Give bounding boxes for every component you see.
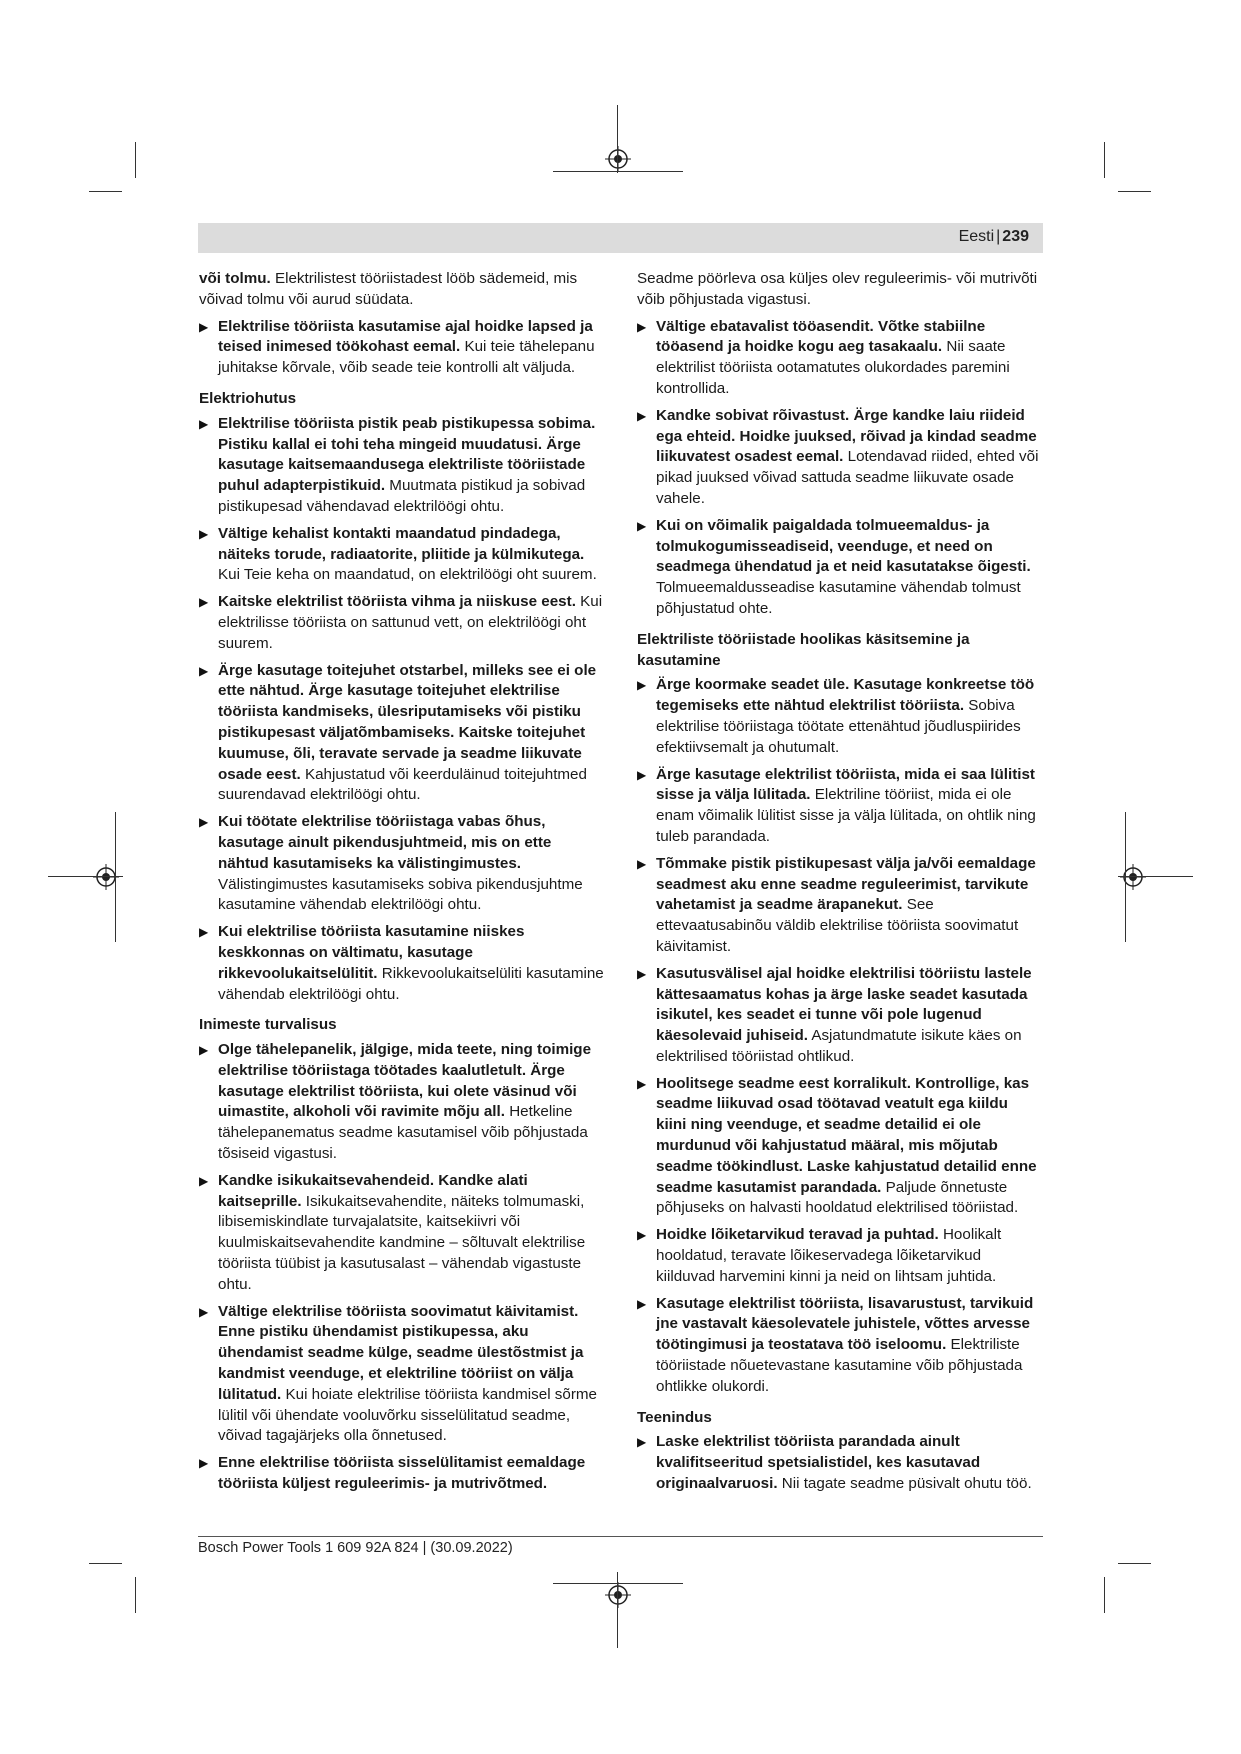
paragraph — [637, 269, 1042, 311]
crop-mark — [1125, 812, 1126, 942]
instruction-text: Rikkevoolukaitselüliti kasutamine vähendab elektrilöögi ohtu. — [218, 964, 604, 1003]
instruction-text: Nii saate elektrilist tööriista ootamatutes olukordades paremini kontrollida. — [656, 338, 1010, 397]
instruction-bold-text: Kui on võimalik paigaldada tolmueemaldus- ja tolmukogumisseadiseid, veenduge, et need on seadmega ühendatud ja et neid kasutatakse õigesti. — [656, 516, 1031, 576]
safety-instruction — [637, 765, 1042, 848]
bullet-arrow-icon: ▶ — [199, 1304, 209, 1319]
safety-instruction — [199, 592, 604, 654]
instruction-bold-text: Laske elektrilist tööriista parandada ainult kvalifitseeritud spetsialistidel, kes kasutavad originaalvaruosi. — [656, 1433, 981, 1493]
bullet-arrow-icon: ▶ — [637, 966, 647, 981]
instruction-text: Sobiva elektrilise tööriistaga töötate ettenähtud jõudluspiirides efektiivsemalt ja ohutumalt. — [656, 697, 1021, 756]
crop-mark — [1104, 1577, 1105, 1613]
bullet-arrow-icon: ▶ — [199, 815, 209, 830]
safety-instruction — [637, 675, 1042, 758]
instruction-text: Paljude õnnetuste põhjuseks on halvasti hooldatud elektrilised tööriistad. — [656, 1178, 1019, 1217]
crop-mark — [1118, 876, 1193, 877]
instruction-text: Kui elektrilisse tööriista on sattunud vett, on elektrilöögi oht suurem. — [218, 593, 603, 652]
instruction-text: Lotendavad riided, ehted või pikad juuksed võivad sattuda seadme liikuvate osade vahele. — [656, 448, 1039, 507]
safety-instruction — [199, 812, 604, 916]
instruction-bold-text: Kasutage elektrilist tööriista, lisavarustust, tarvikuid jne vastavalt käesolevatele juhistele, võttes arvesse töötingimusi ja teostatava töö iseloomu. — [656, 1294, 1034, 1354]
bullet-arrow-icon: ▶ — [199, 595, 209, 610]
page-number: 239 — [1002, 228, 1029, 245]
instruction-text: See ettevaatusabinõu väldib elektrilise tööriista soovimatut käivitamist. — [656, 896, 1019, 955]
crop-mark — [135, 142, 136, 178]
bullet-arrow-icon: ▶ — [637, 1076, 647, 1091]
safety-instruction — [199, 1040, 604, 1165]
instruction-text: Elektrilistest tööriistadest lööb sädemeid, mis võivad tolmu või aurud süüdata. — [199, 270, 578, 308]
crop-mark — [1118, 1563, 1151, 1564]
safety-instruction — [637, 1074, 1042, 1220]
instruction-text: Seadme pöörleva osa küljes olev reguleerimis- või mutrivõti võib põhjustada vigastusi. — [637, 270, 1038, 308]
bullet-arrow-icon: ▶ — [199, 319, 209, 334]
bullet-arrow-icon: ▶ — [637, 767, 647, 782]
safety-instruction — [199, 1453, 604, 1495]
bullet-arrow-icon: ▶ — [199, 1173, 209, 1188]
section-heading: Inimeste turvalisus — [199, 1016, 337, 1034]
instruction-bold-text: Kaitske elektrilist tööriista vihma ja niiskuse eest. — [218, 593, 576, 611]
instruction-bold-text: Kandke sobivat rõivastust. Ärge kandke laiu riideid ega ehteid. Hoidke juuksed, rõivad ja kindad seadme liikuvatest osadest eemal. — [656, 406, 1037, 466]
instruction-bold-text: Tõmmake pistik pistikupesast välja ja/või eemaldage seadmest aku enne seadme reguleerimist, tarvikute vahetamist ja seadme ärapanekut. — [656, 854, 1036, 914]
safety-instruction — [199, 661, 604, 807]
instruction-bold-text: Vältige elektrilise tööriista soovimatut käivitamist. Enne pistiku ühendamist pistikupessa, aku ühendamist seadme külge, seadme ülestõstmist ja kandmist veenduge, et elektriline tööriist on välja lülitatud. — [218, 1302, 584, 1403]
safety-instruction — [637, 317, 1042, 400]
instruction-bold-text: Ärge koormake seadet üle. Kasutage konkreetse töö tegemiseks ette nähtud elektrilist tööriista. — [656, 676, 1035, 715]
bullet-arrow-icon: ▶ — [637, 408, 647, 423]
paragraph — [199, 269, 604, 311]
instruction-text: Elektriliste tööriistade nõuetevastane kasutamine võib põhjustada ohtlikke olukordi. — [656, 1336, 1023, 1395]
crop-mark — [617, 105, 618, 173]
bullet-arrow-icon: ▶ — [637, 518, 647, 533]
instruction-bold-text: Vältige ebatavalist tööasendit. Võtke stabiilne tööasend ja hoidke kogu aeg tasakaalu. — [656, 317, 986, 356]
page-header — [198, 223, 1043, 253]
instruction-bold-text: Hoidke lõiketarvikud teravad ja puhtad. — [656, 1226, 939, 1244]
instruction-bold-text: Ärge kasutage elektrilist tööriista, mida ei saa lülitist sisse ja välja lülitada. — [656, 765, 1035, 804]
safety-instruction — [637, 406, 1042, 510]
section-heading: Elektriohutus — [199, 389, 297, 407]
instruction-text: Elektriline tööriist, mida ei ole enam võimalik lülitist sisse ja välja lülitada, on ohtlik ning tuleb parandada. — [656, 786, 1036, 845]
safety-instruction — [637, 964, 1042, 1068]
registration-mark-icon — [605, 1582, 631, 1608]
crop-mark — [1104, 142, 1105, 178]
bullet-arrow-icon: ▶ — [637, 1435, 647, 1450]
bullet-arrow-icon: ▶ — [637, 1296, 647, 1311]
instruction-text: Kahjustatud või keerduläinud toitejuhtmed suurendavad elektrilöögi ohtu. — [218, 765, 587, 804]
safety-instruction — [199, 524, 604, 586]
safety-instruction — [637, 1294, 1042, 1398]
safety-instruction — [199, 1302, 604, 1448]
footer-divider — [198, 1536, 1043, 1537]
instruction-bold-text: või tolmu. — [199, 270, 271, 287]
instruction-bold-text: Kui töötate elektrilise tööriistaga vabas õhus, kasutage ainult pikendusjuhtmeid, mis on ette nähtud kasutamiseks ka välistingimustes. — [218, 813, 552, 872]
bullet-arrow-icon: ▶ — [199, 416, 209, 431]
bullet-arrow-icon: ▶ — [637, 678, 647, 693]
bullet-arrow-icon: ▶ — [199, 1456, 209, 1471]
bullet-arrow-icon: ▶ — [637, 856, 647, 871]
instruction-bold-text: Elektrilise tööriista kasutamise ajal hoidke lapsed ja teised inimesed töökohast eemal. — [218, 317, 593, 356]
instruction-text: Kui Teie keha on maandatud, on elektrilöögi oht suurem. — [218, 566, 597, 584]
safety-instruction — [637, 854, 1042, 958]
instruction-bold-text: Enne elektrilise tööriista sisselülitamist eemaldage tööriista küljest reguleerimis- ja mutrivõtmed. — [218, 1454, 586, 1493]
instruction-bold-text: Kandke isikukaitsevahendeid. Kandke alati kaitseprille. — [218, 1171, 528, 1210]
bullet-arrow-icon: ▶ — [199, 663, 209, 678]
instruction-text: Kui teie tähelepanu juhitakse kõrvale, võib seade teie kontrolli alt väljuda. — [218, 338, 595, 377]
instruction-text: Hoolikalt hooldatud, teravate lõikeservadega lõiketarvikud kiilduvad harvemini kinni ja neid on lihtsam juhtida. — [656, 1226, 1002, 1285]
crop-mark — [89, 1563, 122, 1564]
crop-mark — [553, 1583, 683, 1584]
bullet-arrow-icon: ▶ — [199, 925, 209, 940]
bullet-arrow-icon: ▶ — [199, 526, 209, 541]
bullet-arrow-icon: ▶ — [637, 319, 647, 334]
header-language: Eesti — [958, 228, 995, 245]
instruction-bold-text: Ärge kasutage toitejuhet otstarbel, milleks see ei ole ette nähtud. Ärge kasutage toitejuhet elektrilise tööriista kandmiseks, ülesriputamiseks või pistiku pistikupesast väljatõmbamiseks. Kaitske toitejuhet kuumuse, õli, teravate servade ja seadme liikuvate osade eest. — [218, 661, 597, 783]
instruction-bold-text: Kui elektrilise tööriista kasutamine niiskes keskkonnas on vältimatu, kasutage rikkevoolukaitselülitit. — [218, 923, 525, 982]
safety-instruction — [199, 922, 604, 1005]
safety-instruction — [637, 1432, 1042, 1494]
instruction-bold-text: Hoolitsege seadme eest korralikult. Kontrollige, kas seadme liikuvad osad töötavad veatult ega kiildu kiini ning veenduge, et seadme detailid ei ole murdunud või kahjustatud määral, mis mõjutab seadme töökindlust. Laske kahjustatud detailid enne seadme kasutamist parandada. — [656, 1074, 1037, 1196]
instruction-text: Välistingimustes kasutamiseks sobiva pikendusjuhtme kasutamine vähendab elektrilöögi ohtu. — [218, 875, 583, 914]
safety-instruction — [637, 1225, 1042, 1287]
crop-mark — [1118, 191, 1151, 192]
instruction-text: Asjatundmatute isikute käes on elektrilised tööriistad ohtlikud. — [656, 1027, 1022, 1065]
footer-text: Bosch Power Tools 1 609 92A 824 | (30.09.2022) — [198, 1540, 513, 1556]
registration-mark-icon — [605, 146, 631, 172]
safety-instruction — [199, 414, 604, 518]
instruction-text: Isikukaitsevahendite, näiteks tolmumaski, libisemiskindlate turvajalatsite, kaitsekiivri või kuulmiskaitsevahendite kandmine – sõltuvalt elektrilise tööriista tüübist ja kasutusalast – vähendab vigastuste ohtu. — [218, 1192, 586, 1293]
instruction-bold-text: Olge tähelepanelik, jälgige, mida teete, ning toimige elektrilise tööriistaga töötades kaalutletult. Ärge kasutage elektrilist tööriista, kui olete väsinud või uimastite, alkoholi või ravimite mõju all. — [218, 1041, 592, 1121]
instruction-text: Tolmueemaldusseadise kasutamine vähendab tolmust põhjustatud ohte. — [656, 579, 1021, 617]
registration-mark-icon — [1120, 864, 1146, 890]
instruction-text: Kui hoiate elektrilise tööriista kandmisel sõrme lülitil või ühendate vooluvõrku sisselülitatud seadme, võivad tagajärjeks olla õnnetused. — [218, 1385, 597, 1445]
section-heading: Elektriliste tööriistade hoolikas käsitsemine ja kasutamine — [637, 630, 970, 669]
instruction-text: Muutmata pistikud ja sobivad pistikupesad vähendavad elektrilöögi ohtu. — [218, 477, 586, 515]
header-text: Eesti | 239 — [958, 228, 1029, 245]
crop-mark — [135, 1577, 136, 1613]
crop-mark — [48, 876, 123, 877]
bullet-arrow-icon: ▶ — [199, 1043, 209, 1058]
instruction-bold-text: Kasutusvälisel ajal hoidke elektrilisi tööriistu lastele kättesaamatus kohas ja ärge laske seadet kasutada isikutel, kes seadet ei tunne või pole lugenud käesolevaid juhiseid. — [656, 964, 1032, 1045]
instruction-text: Hetkeline tähelepanematus seadme kasutamisel võib põhjustada tõsiseid vigastusi. — [218, 1103, 588, 1163]
right-column — [637, 269, 1042, 1501]
section-heading: Teenindus — [637, 1408, 712, 1426]
instruction-bold-text: Vältige kehalist kontakti maandatud pindadega, näiteks torude, radiaatorite, pliitide ja külmikutega. — [218, 524, 585, 563]
safety-instruction — [637, 516, 1042, 620]
bullet-arrow-icon: ▶ — [637, 1228, 647, 1243]
safety-instruction — [199, 317, 604, 379]
instruction-text: Nii tagate seadme püsivalt ohutu töö. — [777, 1475, 1032, 1493]
crop-mark — [115, 812, 116, 942]
instruction-bold-text: Elektrilise tööriista pistik peab pistikupessa sobima. Pistiku kallal ei tohi teha mingeid muudatusi. Ärge kasutage kaitsemaandusega elektriliste tööriistade puhul adapterpistikuid. — [218, 414, 596, 495]
crop-mark — [553, 171, 683, 172]
left-column — [199, 269, 604, 1501]
crop-mark — [89, 191, 122, 192]
safety-instruction — [199, 1171, 604, 1296]
